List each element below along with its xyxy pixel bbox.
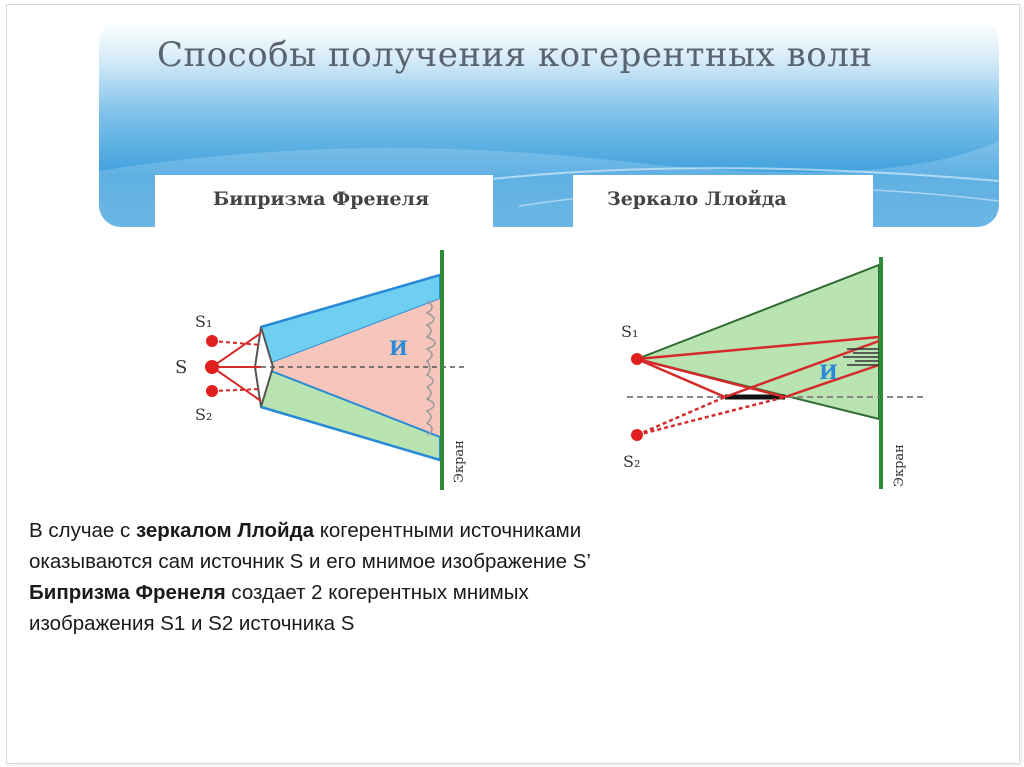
lloyd-label-screen: Экран xyxy=(892,444,907,487)
slide-title: Способы получения когерентных волн xyxy=(157,35,873,75)
lloyd-mirror-diagram xyxy=(607,253,937,503)
lloyd-source-s2 xyxy=(631,429,643,441)
text-line-3-suffix: создает 2 когерентных мнимых xyxy=(225,581,529,604)
fresnel-label-s1: S₁ xyxy=(195,312,213,331)
lloyd-label-interference: И xyxy=(819,360,838,384)
lloyd-label-s1: S₁ xyxy=(621,322,639,341)
lloyd-caption: Зеркало Ллойда xyxy=(607,188,787,210)
fresnel-biprism-diagram xyxy=(157,245,487,495)
lloyd-label-s2: S₂ xyxy=(623,452,641,471)
fresnel-rays xyxy=(212,333,261,401)
fresnel-label-s: S xyxy=(175,357,188,378)
text-line-3-bold: Бипризма Френеля xyxy=(29,581,226,604)
fresnel-label-screen: Экран xyxy=(452,440,467,483)
fresnel-label-s2: S₂ xyxy=(195,405,213,424)
fresnel-caption: Бипризма Френеля xyxy=(213,188,429,210)
text-line-1-bold: зеркалом Ллойда xyxy=(135,519,315,542)
fresnel-source-s xyxy=(205,360,219,374)
fresnel-source-s1 xyxy=(206,335,218,347)
fresnel-label-interference: И xyxy=(389,336,408,360)
lloyd-source-s1 xyxy=(631,353,643,365)
text-line-1 xyxy=(29,515,789,546)
text-line-1-prefix: В случае с xyxy=(29,519,136,542)
slide xyxy=(6,4,1020,764)
explanation-text xyxy=(29,515,789,639)
text-line-1-suffix: когерентными источниками xyxy=(314,519,582,542)
text-line-3 xyxy=(29,577,789,608)
text-line-2: оказываются сам источник S и его мнимое изображение S’ xyxy=(29,550,591,573)
fresnel-source-s2 xyxy=(206,385,218,397)
text-line-4: изображения S1 и S2 источника S xyxy=(29,612,355,635)
